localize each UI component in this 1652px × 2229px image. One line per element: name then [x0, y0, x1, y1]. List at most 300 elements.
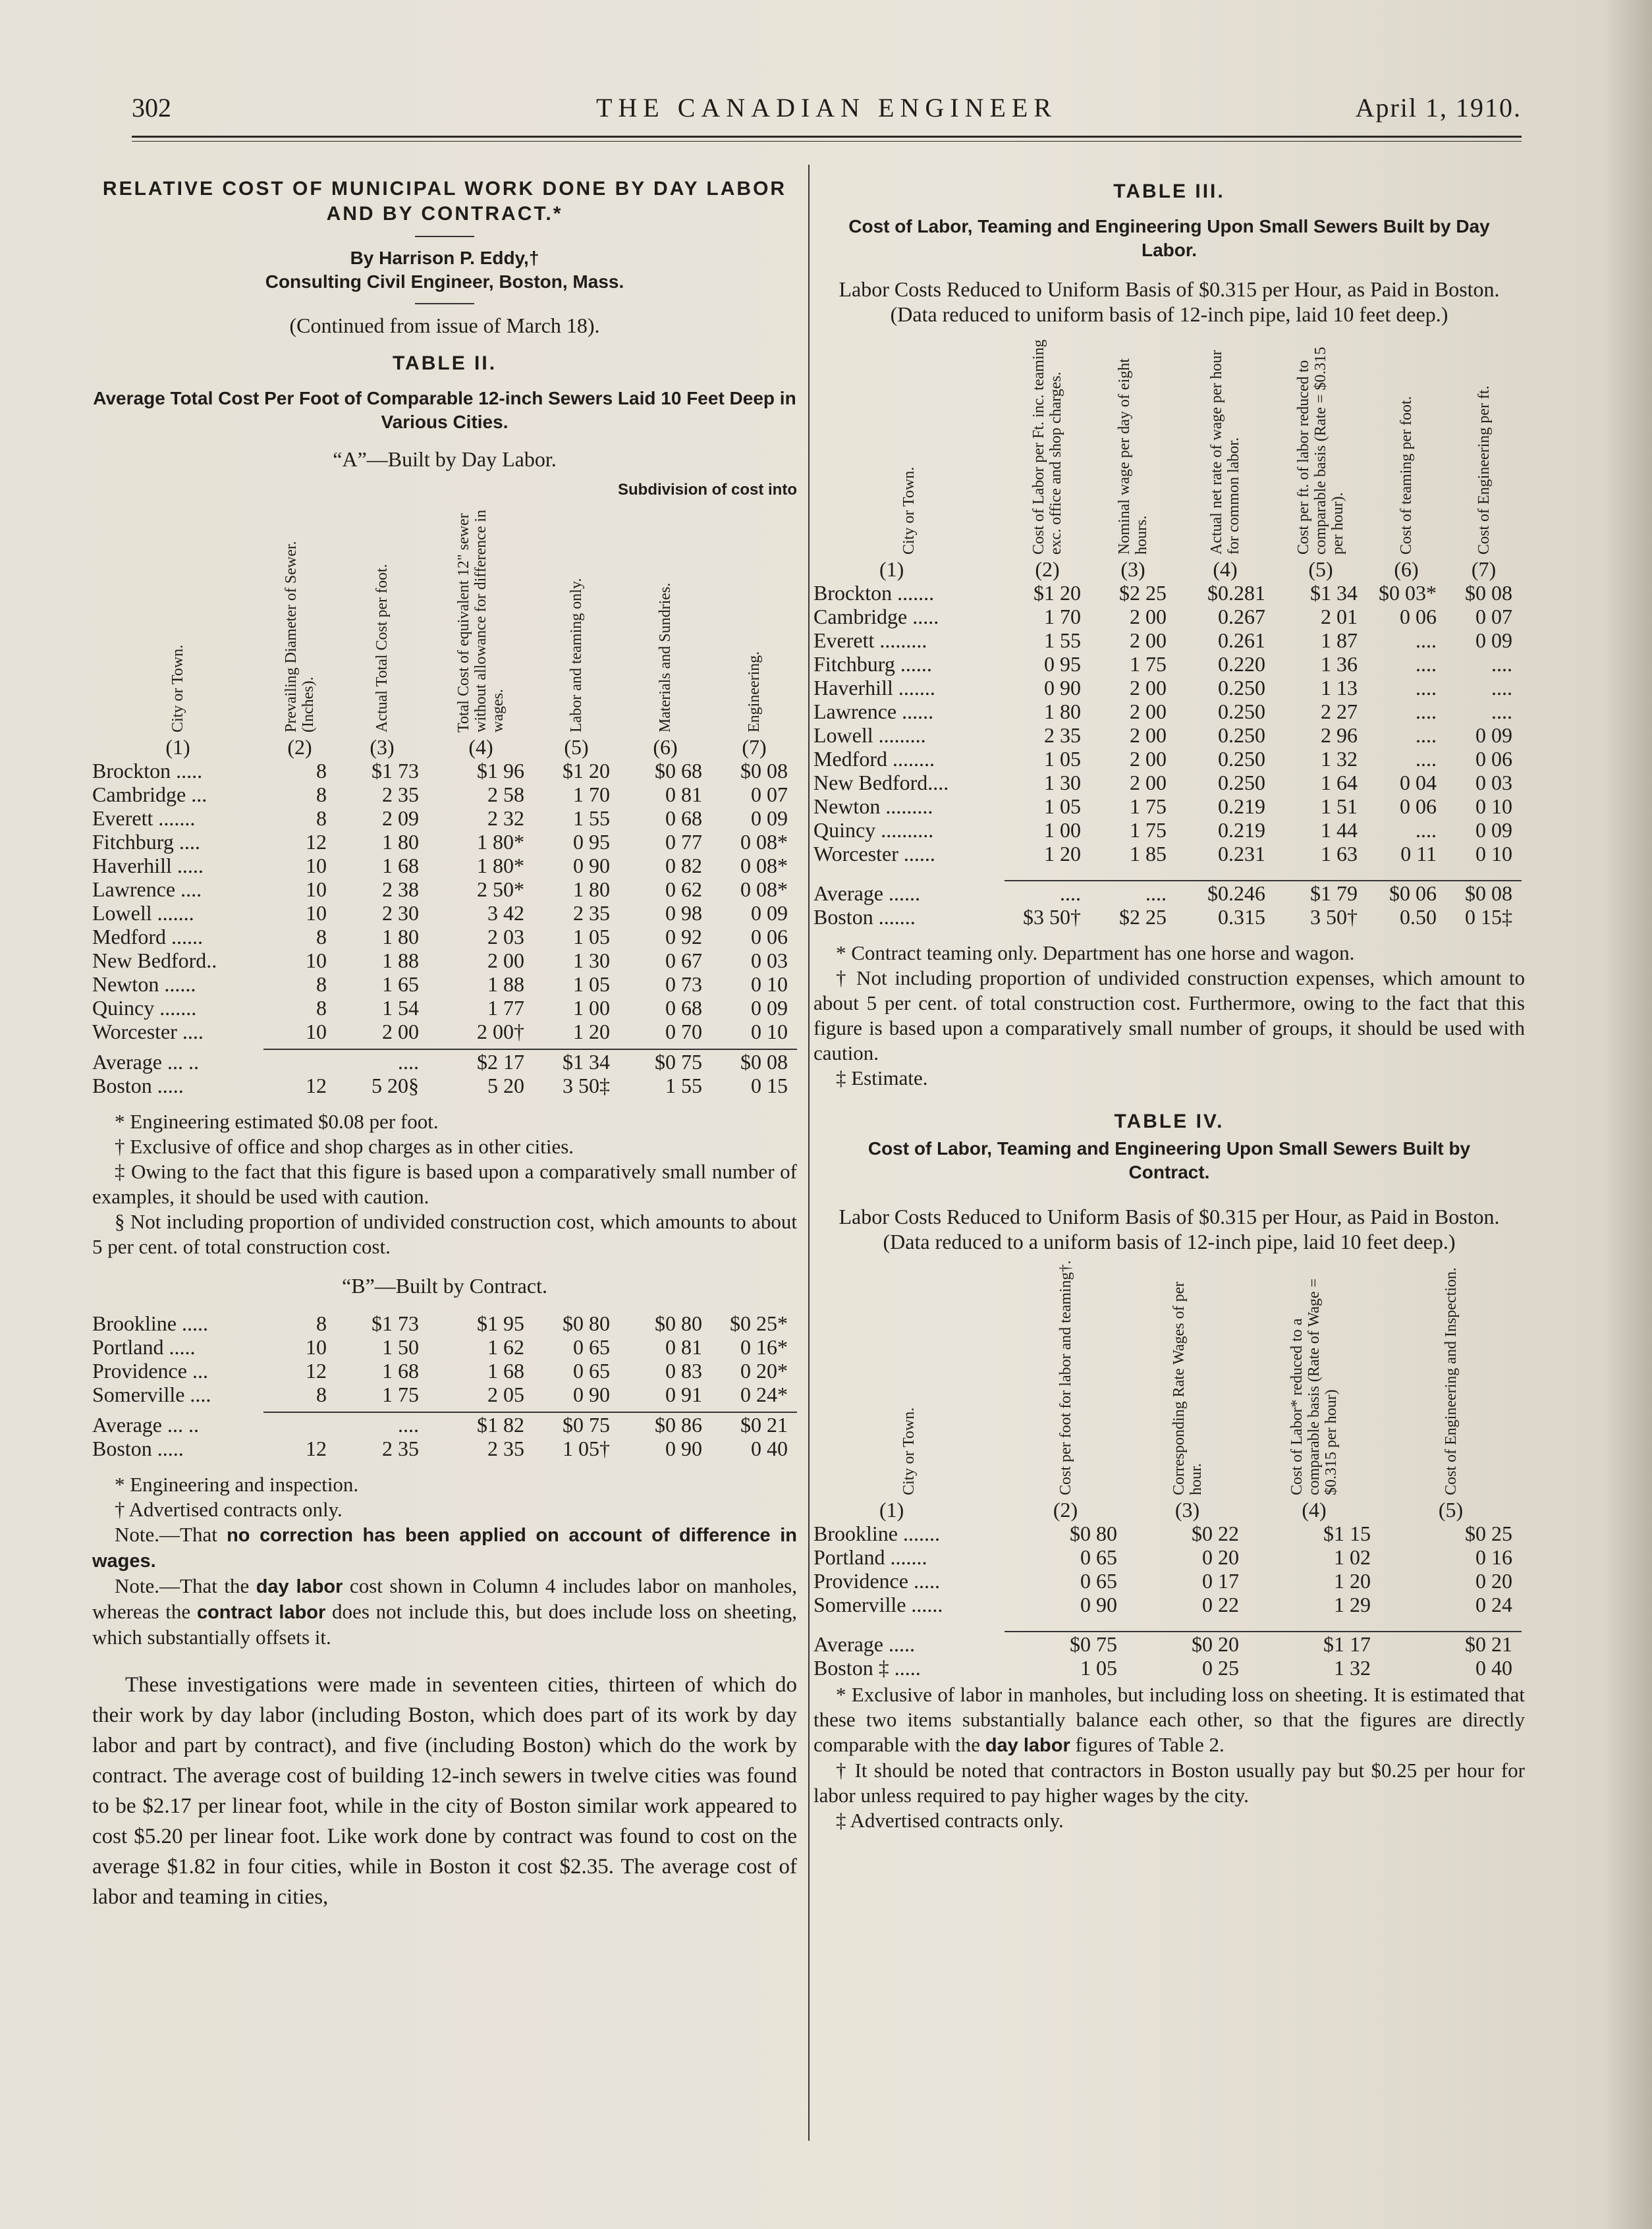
table-cell: $0 25	[1465, 1522, 1512, 1545]
table-cell: ....	[336, 1412, 428, 1437]
t2-colnum: (6)	[653, 735, 678, 759]
table-cell: ....	[1005, 881, 1090, 905]
table-row	[813, 676, 1522, 700]
table-cell: 0 09	[751, 806, 788, 830]
table-cell: 8	[316, 972, 327, 996]
table-cell: 0 04	[1400, 771, 1437, 794]
table-cell: 0 10	[1475, 794, 1512, 818]
table2-notes-a	[92, 1109, 797, 1259]
table3-data-note: (Data reduced to uniform basis of 12-inch pipe, laid 10 feet deep.)	[890, 302, 1448, 326]
table4-headers	[813, 1254, 1522, 1522]
table-cell: 1 63	[1321, 842, 1358, 866]
table-row	[813, 842, 1522, 866]
table-row	[92, 783, 797, 806]
table-cell: 0 24*	[740, 1383, 788, 1406]
page-header	[132, 92, 1522, 125]
table-cell: 12	[306, 1074, 327, 1097]
table-cell: 3 42	[487, 901, 524, 925]
table-cell: ....	[1491, 676, 1512, 700]
row-label: Brockton .......	[813, 581, 935, 605]
table3-label: TABLE III.	[1113, 180, 1225, 202]
table-cell: 2 00	[487, 949, 524, 972]
table-cell: 1 50	[382, 1335, 419, 1359]
table4-title: Cost of Labor, Teaming and Engineering Upon Small Sewers Built by Contract.	[867, 1138, 1471, 1182]
table-cell: 0 15	[751, 1074, 788, 1097]
table-cell: ....	[1416, 700, 1437, 723]
table-row	[92, 996, 797, 1020]
t3-colnum: (7)	[1471, 557, 1497, 581]
table-cell: 0 06	[1400, 794, 1437, 818]
table-cell: 0.250	[1218, 723, 1265, 747]
table-cell: 0 22	[1202, 1593, 1239, 1616]
row-label: Medford ........	[813, 747, 935, 771]
page-number: 302	[132, 93, 171, 123]
table-cell: 1 05	[1044, 794, 1081, 818]
t2-colnum: (3)	[370, 735, 395, 759]
table-cell: 0.220	[1218, 652, 1265, 676]
table-cell: 0 08*	[740, 877, 788, 901]
table-row	[813, 700, 1522, 723]
table-cell: 1 00	[1044, 818, 1081, 842]
table-cell: 2 35	[487, 1437, 524, 1460]
table-cell: $1 73	[372, 759, 419, 783]
table-cell: 1 75	[382, 1383, 419, 1406]
table-cell: 0 16	[1475, 1545, 1512, 1569]
table-cell: 0 09	[1475, 723, 1512, 747]
journal-title: THE CANADIAN ENGINEER	[595, 93, 1058, 123]
t3-note: ‡ Estimate.	[836, 1066, 928, 1089]
t4-head-1: City or Town.	[900, 1407, 918, 1495]
table-cell: 8	[316, 806, 327, 830]
table-cell: 1 68	[487, 1359, 524, 1383]
table-cell: 0.250	[1218, 747, 1265, 771]
table-cell: ....	[1416, 723, 1437, 747]
table-cell: 0 65	[1080, 1545, 1117, 1569]
t2-colnum: (2)	[287, 735, 312, 759]
row-label: Lowell .........	[813, 723, 926, 747]
table-cell: 1 05	[1080, 1656, 1117, 1680]
table-row	[813, 581, 1522, 605]
row-label: Fitchburg ......	[813, 652, 932, 676]
t3-head-1: City or Town.	[900, 466, 918, 555]
table-cell: 1 44	[1321, 818, 1358, 842]
table-cell: 2 30	[382, 901, 419, 925]
table2-summary-a	[92, 1049, 797, 1097]
table-cell: $1 79	[1275, 881, 1367, 905]
table-cell: 1 70	[573, 783, 610, 806]
row-label: Brockton .....	[92, 759, 203, 783]
table-row	[92, 877, 797, 901]
table-cell: $0 80	[563, 1311, 610, 1335]
continued-note: (Continued from issue of March 18).	[289, 314, 600, 337]
table-cell: $0 68	[655, 759, 702, 783]
table-cell: 0.231	[1218, 842, 1265, 866]
table-cell: 1 80	[573, 877, 610, 901]
t3-head-2: Cost of Labor per Ft. inc. teaming exc. office and shop charges.	[1030, 339, 1064, 555]
table-cell: 0.219	[1218, 818, 1265, 842]
table-cell: 2 05	[487, 1383, 524, 1406]
table-cell: 1 87	[1321, 628, 1358, 652]
table-cell: 0 65	[573, 1335, 610, 1359]
table3-title: Cost of Labor, Teaming and Engineering Upon Small Sewers Built by Day Labor.	[848, 216, 1490, 260]
row-label: Providence ...	[92, 1359, 208, 1383]
t2-note: ‡ Owing to the fact that this figure is based upon a comparatively small number of examples, it should be used with caution.	[92, 1160, 797, 1208]
table-cell: ....	[1416, 676, 1437, 700]
table-cell: 10	[306, 1335, 327, 1359]
table-cell: 0 81	[665, 783, 702, 806]
table-cell: 0 09	[751, 996, 788, 1020]
table-row	[92, 901, 797, 925]
table-cell: 10	[306, 901, 327, 925]
issue-date: April 1, 1910.	[1355, 93, 1522, 123]
summary-row	[92, 1049, 797, 1074]
table-cell: 10	[306, 854, 327, 877]
row-label: Cambridge .....	[813, 605, 939, 628]
table2-subtitle-a: “A”—Built by Day Labor.	[333, 447, 557, 471]
table-cell: 0 95	[573, 830, 610, 854]
row-label: Average .....	[813, 1632, 915, 1656]
table-cell: 1 55	[1044, 628, 1081, 652]
t3-head-3: Nominal wage per day of eight hours.	[1116, 358, 1150, 555]
table-cell: $0 22	[1192, 1522, 1239, 1545]
table-cell: 0 03	[751, 949, 788, 972]
table2-rows-b	[92, 1311, 797, 1406]
row-label: Boston .....	[92, 1074, 184, 1097]
row-label: Average ......	[813, 881, 920, 905]
table3-rows	[813, 581, 1522, 866]
table-row	[92, 806, 797, 830]
table-cell: 1 80	[382, 925, 419, 949]
table-cell: ....	[336, 1049, 428, 1074]
row-label: Somerville ......	[813, 1593, 943, 1616]
table-row	[92, 1311, 797, 1335]
table-cell: $0 03*	[1379, 581, 1437, 605]
row-label: Providence .....	[813, 1569, 940, 1593]
t2-colnum: (5)	[564, 735, 589, 759]
table2-label: TABLE II.	[392, 352, 497, 374]
t3-note: † Not including proportion of undivided construction expenses, which amount to about 5 per cent. of total construction cost. Furthermore, owing to the fact that this figure is based upon a comparatively small number of groups, it should be used with caution.	[813, 966, 1525, 1064]
t2-note: † Exclusive of office and shop charges as in other cities.	[115, 1135, 574, 1158]
t3-colnum: (1)	[879, 557, 904, 581]
table-cell: 2 35	[573, 901, 610, 925]
table-cell: 0 20	[1202, 1545, 1239, 1569]
table-cell: 0 11	[1400, 842, 1437, 866]
table-cell: 1 75	[1130, 794, 1167, 818]
table-cell: 0 40	[1475, 1656, 1512, 1680]
table4-label: TABLE IV.	[1114, 1111, 1225, 1132]
t2-head-4: Total Cost of equivalent 12" sewer without allowance for difference in wages.	[455, 509, 507, 732]
table-cell	[263, 1049, 336, 1074]
table-cell	[263, 1412, 336, 1437]
table-cell: 0 03	[1475, 771, 1512, 794]
author-affiliation: Consulting Civil Engineer, Boston, Mass.	[265, 271, 624, 292]
t3-colnum: (5)	[1308, 557, 1333, 581]
table-row	[92, 1020, 797, 1043]
table-cell: $1 34	[1310, 581, 1358, 605]
left-column	[92, 171, 797, 1912]
table-cell: 0 17	[1202, 1569, 1239, 1593]
table-cell: 0 20*	[740, 1359, 788, 1383]
row-label: Lawrence ......	[813, 700, 934, 723]
table2-rows-a	[92, 759, 797, 1043]
t2-head-7: Engineering.	[746, 651, 763, 732]
row-label: New Bedford..	[92, 949, 217, 972]
table-cell: 0 24	[1475, 1593, 1512, 1616]
table-row	[813, 818, 1522, 842]
table-cell: 1 75	[1130, 652, 1167, 676]
table-cell: $0 80	[655, 1311, 702, 1335]
table-cell: ....	[1416, 818, 1437, 842]
table-row	[813, 747, 1522, 771]
table-cell: 1 55	[573, 806, 610, 830]
row-label: Boston .......	[813, 905, 916, 929]
body-paragraph: These investigations were made in seventeen cities, thirteen of which do their work by day labor (including Boston, which does part of its work by day labor and part by contract), and five (including Boston) which do the work by contract. The average cost of building 12-inch sewers in twelve cities was found to be $2.17 per linear foot, while in the city of Boston similar work appeared to cost $5.20 per linear foot. Like work done by contract was found to cost on the average $1.82 in four cities, while in Boston it cost $2.35. The average cost of labor and teaming in cities,	[92, 1673, 797, 1909]
table-cell: 0 90	[1080, 1593, 1117, 1616]
subdivision-heading: Subdivision of cost into	[618, 481, 797, 499]
table-cell: 8	[316, 996, 327, 1020]
table-cell: 0 91	[665, 1383, 702, 1406]
row-label: Somerville ....	[92, 1383, 211, 1406]
byline-rule	[415, 303, 474, 304]
table-cell: 1 36	[1321, 652, 1358, 676]
table-cell: 0 62	[665, 877, 702, 901]
table-cell: $0 21	[1380, 1632, 1522, 1656]
table-row	[813, 794, 1522, 818]
table-cell: 2 38	[382, 877, 419, 901]
t3-colnum: (3)	[1120, 557, 1145, 581]
table-cell: ....	[1491, 700, 1512, 723]
table2-summary-b	[92, 1412, 797, 1460]
table4-rows	[813, 1522, 1522, 1616]
table-cell: 1 20	[573, 1020, 610, 1043]
row-label: Average ... ..	[92, 1412, 199, 1437]
table-cell: $1 82	[428, 1412, 534, 1437]
t2-head-2: Prevailing Diameter of Sewer. (Inches).	[283, 541, 317, 732]
table-cell: 1 05	[1044, 747, 1081, 771]
article-author: By Harrison P. Eddy,†	[350, 248, 539, 268]
row-label: Lowell .......	[92, 901, 194, 925]
table2-notes-b	[92, 1472, 797, 1650]
table-cell: $1 20	[563, 759, 610, 783]
table-cell: $1 20	[1033, 581, 1081, 605]
table-cell: 5 20	[487, 1074, 524, 1097]
table2-headers	[92, 478, 797, 759]
t2-note: * Engineering estimated $0.08 per foot.	[115, 1110, 439, 1133]
table-cell: 2 35	[382, 783, 419, 806]
row-label: Quincy .......	[92, 996, 197, 1020]
table-cell: 0 20	[1475, 1569, 1512, 1593]
t4-note-exclusive: * Exclusive of labor in manholes, but including loss on sheeting. It is estimated that these two items substantially balance each other, so that the figures are directly comparable with the day labor figures of Table 2.	[813, 1683, 1525, 1756]
table-row	[813, 771, 1522, 794]
table2-subtitle-b: “B”—Built by Contract.	[342, 1274, 547, 1298]
table-cell: $0 08	[1465, 581, 1512, 605]
table-cell: 0 08*	[740, 854, 788, 877]
table-cell: $0 06	[1367, 881, 1446, 905]
header-rule-thin	[132, 141, 1522, 142]
table4-notes	[813, 1682, 1525, 1833]
row-label: Brookline .......	[813, 1522, 940, 1545]
table-cell: 8	[316, 759, 327, 783]
table-cell: 0 73	[665, 972, 702, 996]
table-row	[92, 972, 797, 996]
summary-row	[92, 1074, 797, 1097]
table-cell: $1 15	[1323, 1522, 1371, 1545]
row-label: Worcester ......	[813, 842, 935, 866]
table-cell: 0 82	[665, 854, 702, 877]
table-cell: $0 75	[534, 1412, 619, 1437]
table-cell: 1 68	[382, 1359, 419, 1383]
table-cell: 1 30	[573, 949, 610, 972]
table-cell: $1 34	[534, 1049, 619, 1074]
table-cell: 1 13	[1321, 676, 1358, 700]
table-cell: 2 27	[1321, 700, 1358, 723]
t3-head-7: Cost of Engineering per ft.	[1475, 385, 1493, 555]
table-cell: 0 10	[751, 972, 788, 996]
table-cell: 8	[316, 925, 327, 949]
row-label: Cambridge ...	[92, 783, 207, 806]
t3-colnum: (2)	[1035, 557, 1060, 581]
t4-head-3: Corresponding Rate Wages of per hour.	[1170, 1281, 1205, 1495]
t3-colnum: (6)	[1394, 557, 1419, 581]
table-cell: 5 20§	[372, 1074, 419, 1097]
table-row	[813, 652, 1522, 676]
table-cell: 12	[306, 1437, 327, 1460]
t4-head-4: Cost of Labor* reduced to a comparable basis (Rate of Wage = $0.315 per hour)	[1288, 1278, 1340, 1495]
article-title: RELATIVE COST OF MUNICIPAL WORK DONE BY DAY LABOR AND BY CONTRACT.*	[102, 178, 787, 225]
table-cell: 0 95	[1044, 652, 1081, 676]
row-label: New Bedford....	[813, 771, 949, 794]
table-cell: 1 02	[1334, 1545, 1371, 1569]
table-cell: ....	[1491, 652, 1512, 676]
day-labor-note: Note.—That the day labor cost shown in Column 4 includes labor on manholes, whereas the contract labor does not include this, but does include loss on sheeting, which substantially offsets it.	[92, 1574, 797, 1649]
table-cell: $2 17	[428, 1049, 534, 1074]
table-cell: 2 00	[1130, 700, 1167, 723]
table-cell: 2 03	[487, 925, 524, 949]
table-cell: 8	[316, 1311, 327, 1335]
row-label: Average ... ..	[92, 1049, 199, 1074]
table-cell: 1 32	[1321, 747, 1358, 771]
table-cell: 2 00	[382, 1020, 419, 1043]
table3-basis: Labor Costs Reduced to Uniform Basis of $0.315 per Hour, as Paid in Boston.	[839, 277, 1500, 301]
table-cell: 1 85	[1130, 842, 1167, 866]
table-cell: 2 00	[1130, 605, 1167, 628]
table-row	[813, 1593, 1522, 1616]
table-cell: $0 25*	[730, 1311, 788, 1335]
t2-colnum: (4)	[468, 735, 493, 759]
table3-notes	[813, 941, 1525, 1091]
row-label: Worcester ....	[92, 1020, 204, 1043]
t2-colnum: (1)	[165, 735, 190, 759]
table-cell: 2 50*	[477, 877, 524, 901]
table-cell: 3 50‡	[563, 1074, 610, 1097]
table-cell: 2 01	[1321, 605, 1358, 628]
table-cell: $0 08	[740, 759, 788, 783]
row-label: Medford ......	[92, 925, 203, 949]
table-cell: $1 95	[477, 1311, 524, 1335]
table-row	[813, 628, 1522, 652]
table-cell: 1 70	[1044, 605, 1081, 628]
table-cell: 0 10	[751, 1020, 788, 1043]
table-cell: 1 80	[382, 830, 419, 854]
table-cell: 1 20	[1044, 842, 1081, 866]
table-cell: 1 75	[1130, 818, 1167, 842]
table-cell: 0 06	[751, 925, 788, 949]
table-row	[813, 1545, 1522, 1569]
table-cell: 0 68	[665, 806, 702, 830]
t2-head-3: Actual Total Cost per foot.	[373, 564, 391, 732]
table-cell: 2 35	[382, 1437, 419, 1460]
table-cell: 1 05	[573, 972, 610, 996]
t2-colnum: (7)	[742, 735, 767, 759]
table-cell: 1 88	[487, 972, 524, 996]
table-cell: 0 77	[665, 830, 702, 854]
table-cell: 2 96	[1321, 723, 1358, 747]
table-cell: 0 67	[665, 949, 702, 972]
table-cell: 1 30	[1044, 771, 1081, 794]
table-cell: ....	[1416, 652, 1437, 676]
table-row	[92, 854, 797, 877]
table-cell: $0.246	[1176, 881, 1275, 905]
t3-note: * Contract teaming only. Department has one horse and wagon.	[836, 941, 1355, 964]
t3-head-6: Cost of teaming per foot.	[1398, 396, 1415, 555]
table-row	[92, 1335, 797, 1359]
table-cell: 2 00	[1130, 723, 1167, 747]
table-cell: $0 86	[619, 1412, 711, 1437]
table-cell: 1 32	[1334, 1656, 1371, 1680]
row-label: Portland .....	[92, 1335, 196, 1359]
table-cell: 2 00	[1130, 676, 1167, 700]
table-cell: 0.50	[1400, 905, 1437, 929]
row-label: Everett .......	[92, 806, 196, 830]
table-cell: 3 50†	[1310, 905, 1358, 929]
table-cell: ....	[1416, 747, 1437, 771]
table-cell: 1 54	[382, 996, 419, 1020]
table-cell: 1 29	[1334, 1593, 1371, 1616]
table-cell: 1 05	[573, 925, 610, 949]
table-cell: 2 00†	[477, 1020, 524, 1043]
t4-note-advertised: ‡ Advertised contracts only.	[836, 1809, 1064, 1832]
table-cell: 0 10	[1475, 842, 1512, 866]
table-cell: 0 98	[665, 901, 702, 925]
t4-head-5: Cost of Engineering and Inspection.	[1442, 1267, 1460, 1495]
t4-head-2: Cost per foot for labor and teaming†.	[1057, 1260, 1074, 1495]
row-label: Boston ‡ .....	[813, 1656, 921, 1680]
table-cell: $0 80	[1070, 1522, 1117, 1545]
table-row	[813, 723, 1522, 747]
summary-row	[92, 1437, 797, 1460]
summary-row	[813, 881, 1522, 905]
table-cell: 0.219	[1218, 794, 1265, 818]
table-cell: 0 90	[573, 854, 610, 877]
table-cell: 0 65	[573, 1359, 610, 1383]
table-cell: 10	[306, 1020, 327, 1043]
t2-head-5: Labor and teaming only.	[568, 578, 585, 732]
table-cell: 0.250	[1218, 700, 1265, 723]
row-label: Brookline .....	[92, 1311, 208, 1335]
table-cell: 1 65	[382, 972, 419, 996]
table-cell: $1 73	[372, 1311, 419, 1335]
summary-row	[92, 1412, 797, 1437]
table-cell: 0 90	[665, 1437, 702, 1460]
table-cell: 12	[306, 830, 327, 854]
table-cell: 0 90	[1044, 676, 1081, 700]
table-cell: 8	[316, 1383, 327, 1406]
table-cell: 2 00	[1130, 628, 1167, 652]
t4-note-boston-wages: † It should be noted that contractors in Boston usually pay but $0.25 per hour for labor unless required to pay higher wages by the city.	[813, 1759, 1525, 1807]
table4-data-note: (Data reduced to a uniform basis of 12-inch pipe, laid 10 feet deep.)	[883, 1230, 1456, 1253]
table-cell: 1 00	[573, 996, 610, 1020]
table-cell: ....	[1090, 881, 1176, 905]
